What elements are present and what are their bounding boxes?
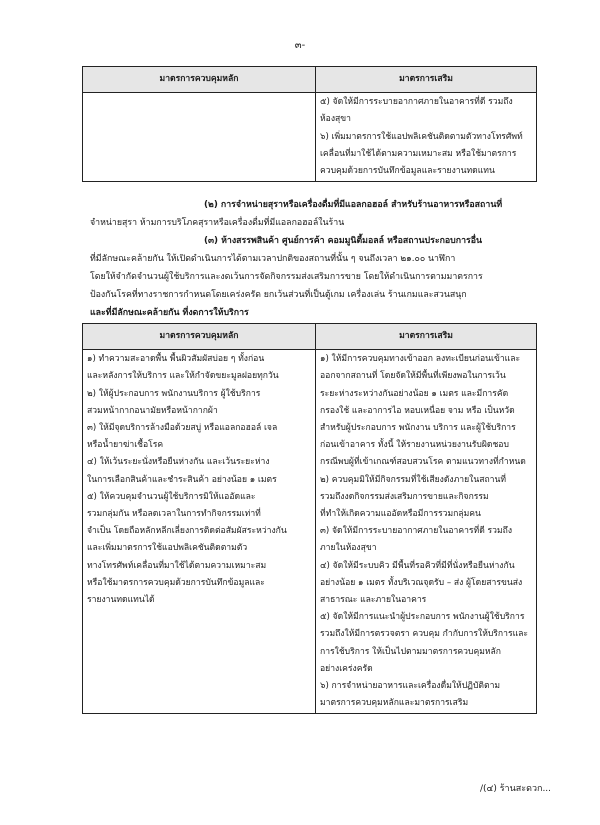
main-measure-line: รวมกลุ่มกัน หรือลดเวลาในการทำกิจกรรมเท่าที่ [87,509,261,520]
extra-measure-line: มาตรการควบคุมหลักและมาตรการเสริม [320,698,469,709]
main-measure-line: ๓) ให้มีจุดบริการล้างมือด้วยสบู่ หรือแอลกอฮอล์ เจล [87,423,278,434]
extra-measure-line: ออกจากสถานที่ โดยจัดให้มีพื้นที่เพียงพอในการเว้น [320,371,506,382]
extra-measure-line: ๔) จัดให้มีระบบคิว มีพื้นที่รอคิวที่มีที่นั่งหรือยืนห่างกัน [320,560,515,571]
extra-measure-line: สาธารณะ และภายในอาคาร [320,595,427,606]
section-3-heading: (๓) ห้างสรรพสินค้า ศูนย์การค้า คอมมูนิตี้มอลล์ หรือสถานประกอบการอื่น [204,236,483,246]
main-measure-line: รายงานทดแทนได้ [87,595,155,606]
main-measure-line: ทางโทรศัพท์เคลื่อนที่มาใช้ได้ตามความเหมาะสม [87,560,267,571]
extra-measure-line: ๖) การจำหน่ายอาหารและเครื่องดื่มให้ปฏิบัติตาม [320,681,501,692]
main-measure-line: และหลังการให้บริการ และให้กำจัดขยะมูลฝอยทุกวัน [87,371,279,382]
section-2-heading: (๒) การจำหน่ายสุราหรือเครื่องดื่มที่มีแอลกอฮอล์ สำหรับร้านอาหารหรือสถานที่ [204,200,503,210]
extra-measure-line: ๕) จัดให้มีการแนะนำผู้ประกอบการ พนักงานผู้ใช้บริการ [320,612,525,623]
extra-measure-line: รวมถึงให้มีการตรวจตรา ควบคุม กำกับการให้บริการและ [320,629,528,640]
measures-table-malls [82,323,537,714]
main-measures-cell [83,350,316,714]
section-3-line: ที่มีลักษณะคล้ายกัน ให้เปิดดำเนินการได้ตามเวลาปกติของสถานที่นั้น ๆ จนถึงเวลา ๒๑.๐๐ นาฬิกา [90,254,456,264]
extra-measure-line: กรณีพบผู้ที่เข้าเกณฑ์สอบสวนโรค ตามแนวทางที่กำหนด [320,457,526,468]
table-row [83,93,537,182]
extra-measure-line: ๒) ควบคุมมิให้มีกิจกรรมที่ใช้เสียงดังภายในสถานที่ [320,474,507,485]
extra-measure-line: อย่างเคร่งครัด [320,663,373,674]
continuation-note: /(๔) ร้านสะดวก... [480,784,552,794]
extra-measure-line: ๕) จัดให้มีการระบายอากาศภายในอาคารที่ดี รวมถึง [320,97,513,108]
header-extra-measures: มาตรการเสริม [316,67,537,93]
extra-measure-line: การใช้บริการ ให้เป็นไปตามมาตรการควบคุมหลัก [320,646,502,657]
main-measure-line: ๕) ให้ควบคุมจำนวนผู้ใช้บริการมิให้แออัดและ [87,491,256,502]
section-3-line: และที่มีลักษณะคล้ายกัน ที่งดการให้บริการ [90,308,249,318]
header-main-measures: มาตรการควบคุมหลัก [83,67,316,93]
extra-measure-line: ควบคุมด้วยการบันทึกข้อมูลและรายงานทดแทน [320,166,495,177]
extra-measure-line: อย่างน้อย ๑ เมตร ทั้งบริเวณจุดรับ – ส่ง ผู้โดยสารขนส่ง [320,577,523,588]
extra-measure-line: เคลื่อนที่มาใช้ได้ตามความเหมาะสม หรือใช้มาตรการ [320,148,517,159]
table-row [83,350,537,714]
extra-measure-line: ระยะห่างระหว่างกันอย่างน้อย ๑ เมตร และมีการคัด [320,388,509,399]
section-3-line: ป้องกันโรคที่ทางราชการกำหนดโดยเคร่งครัด ยกเว้นส่วนที่เป็นตู้เกม เครื่องเล่น ร้านเกมและสวนสนุก [90,290,467,300]
main-measure-line: และเพิ่มมาตรการใช้แอปพลิเคชันติดตามตัว [87,543,248,554]
extra-measure-line: ๖) เพิ่มมาตรการใช้แอปพลิเคชันติดตามตัวทางโทรศัพท์ [320,131,523,142]
extra-measures-cell [316,93,537,182]
extra-measure-line: ๓) จัดให้มีการระบายอากาศภายในอาคารที่ดี รวมถึง [320,526,513,537]
extra-measure-line: สำหรับผู้ประกอบการ พนักงาน บริการ และผู้ใช้บริการ [320,423,516,434]
table-header-row [83,324,537,350]
main-measure-line: ในการเลือกสินค้าและชำระสินค้า อย่างน้อย ๑ เมตร [87,474,277,485]
section-3-line: โดยให้จำกัดจำนวนผู้ใช้บริการและงดเว้นการจัดกิจกรรมส่งเสริมการขาย โดยให้ดำเนินการตามมาตรการ [90,272,483,282]
main-measures-cell [83,93,316,182]
main-measure-line: ๒) ให้ผู้ประกอบการ พนักงานบริการ ผู้ใช้บริการ [87,388,261,399]
header-main-measures: มาตรการควบคุมหลัก [83,324,316,350]
main-measure-line: สวมหน้ากากอนามัยหรือหน้ากากผ้า [87,405,218,416]
extra-measure-line: กรองใช้ และอาการไอ หอบเหนื่อย จาม หรือ เป็นหวัด [320,405,515,416]
extra-measure-line: ก่อนเข้าอาคาร ทั้งนี้ ให้รายงานหน่วยงานรับผิดชอบ [320,440,509,451]
extra-measure-line: ภายในห้องสุขา [320,543,377,554]
main-measure-line: หรือใช้มาตรการควบคุมด้วยการบันทึกข้อมูลและ [87,577,265,588]
measures-table-continued [82,66,537,182]
extra-measure-line: ห้องสุขา [320,114,351,125]
header-extra-measures: มาตรการเสริม [316,324,537,350]
page-number: ๓- [294,40,306,51]
main-measure-line: หรือน้ำยาฆ่าเชื้อโรค [87,440,164,451]
extra-measure-line: รวมถึงงดกิจกรรมส่งเสริมการขายและกิจกรรม [320,491,489,502]
extra-measure-line: ที่ทำให้เกิดความแออัดหรือมีการรวมกลุ่มคน [320,509,481,520]
main-measure-line: ๔) ให้เว้นระยะนั่งหรือยืนห่างกัน และเว้นระยะห่าง [87,457,270,468]
extra-measures-cell [316,350,537,714]
table-header-row [83,67,537,93]
extra-measure-line: ๑) ให้มีการควบคุมทางเข้าออก ลงทะเบียนก่อนเข้าและ [320,354,521,365]
main-measure-line: จำเป็น โดยถือหลักหลีกเลี่ยงการติดต่อสัมผัสระหว่างกัน [87,526,287,537]
main-measure-line: ๑) ทำความสะอาดพื้น พื้นผิวสัมผัสบ่อย ๆ ทั้งก่อน [87,354,265,365]
section-2-line: จำหน่ายสุรา ห้ามการบริโภคสุราหรือเครื่องดื่มที่มีแอลกอฮอล์ในร้าน [90,218,345,228]
